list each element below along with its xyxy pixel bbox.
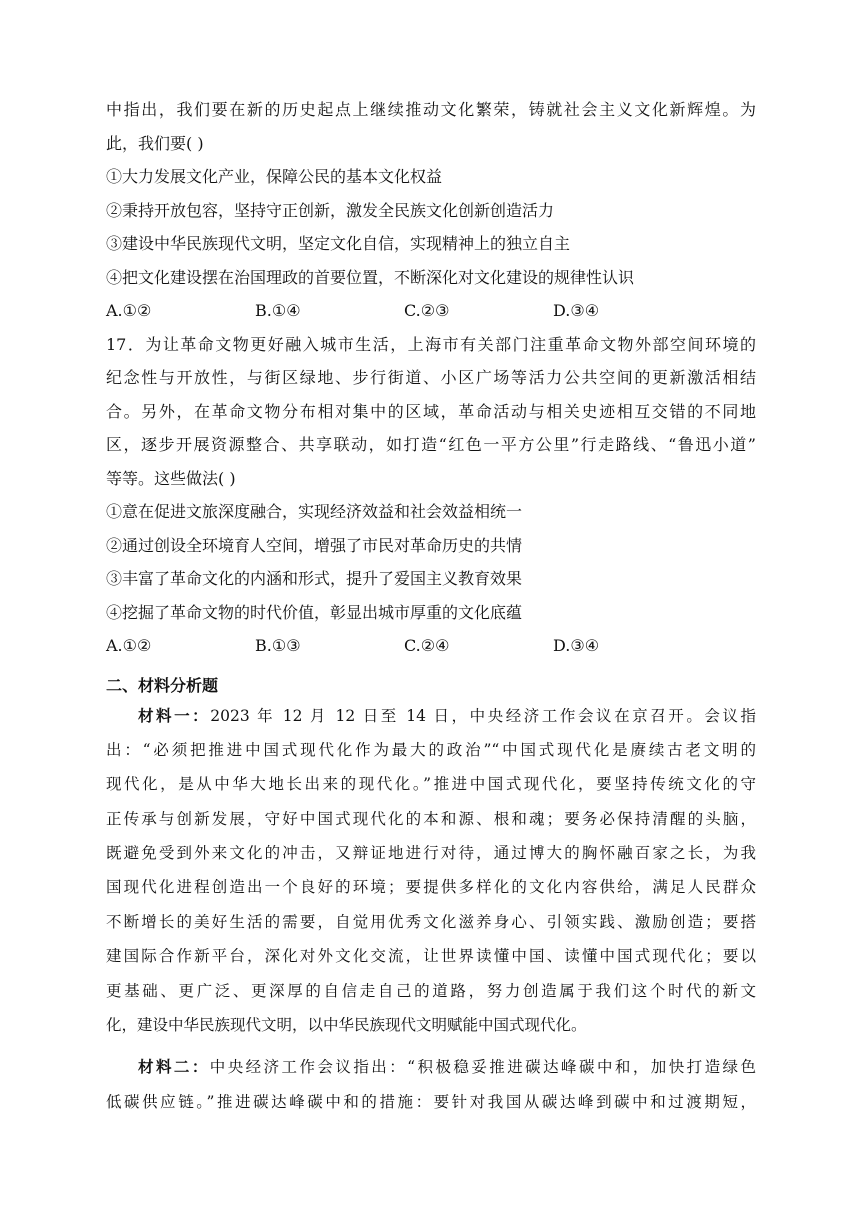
question-17-item: ③丰富了革命文化的内涵和形式，提升了爱国主义教育效果 xyxy=(106,569,523,588)
question-18 xyxy=(106,706,756,1127)
question-17-item: ④挖掘了革命文物的时代价值，彰显出城市厚重的文化底蕴 xyxy=(106,602,523,622)
question-17-stem-line: 区，逐步开展资源整合、共享联动，如打造“红色一平方公里”行走路线、“鲁迅小道” xyxy=(106,435,756,454)
option-a: A.①② xyxy=(106,636,152,655)
material-2-first-line xyxy=(106,1057,756,1091)
material-1-line: 正传承与创新发展，守好中国式现代化的本和源、根和魂；要务必保持清醒的头脑， xyxy=(106,809,756,828)
option-d: D.③④ xyxy=(553,301,600,320)
material-1-line: 不断增长的美好生活的需要，自觉用优秀文化滋养身心、引领实践、激励创造；要搭 xyxy=(106,912,756,931)
question-17 xyxy=(106,335,756,670)
material-1-first-line xyxy=(106,706,756,740)
material-1-line: 更基础、更广泛、更深厚的自信走自己的道路，努力创造属于我们这个时代的新文 xyxy=(106,981,756,1000)
material-2-line: 低碳供应链。”推进碳达峰碳中和的措施：要针对我国从碳达峰到碳中和过渡期短， xyxy=(106,1092,756,1111)
material-2-label: 材料二： xyxy=(138,1058,210,1077)
question-16-item: ②秉持开放包容，坚持守正创新，激发全民族文化创新创造活力 xyxy=(106,200,555,220)
question-16-item: ④把文化建设摆在治国理政的首要位置，不断深化对文化建设的规律性认识 xyxy=(106,267,635,287)
material-1-lead: 2023 年 12 月 12 日至 14 日，中央经济工作会议在京召开。会议指 xyxy=(210,706,756,725)
question-16-options xyxy=(106,301,756,335)
option-b: B.①④ xyxy=(255,301,301,320)
question-17-item: ②通过创设全环境育人空间，增强了市民对革命历史的共情 xyxy=(106,535,523,555)
question-17-stem-line: 合。另外，在革命文物分布相对集中的区域，革命活动与相关史迹相互交错的不同地 xyxy=(106,401,756,421)
question-17-options xyxy=(106,636,756,670)
question-16 xyxy=(106,100,756,335)
option-b: B.①③ xyxy=(255,636,301,655)
option-a: A.①② xyxy=(106,301,152,320)
option-d: D.③④ xyxy=(553,636,600,655)
material-1-label: 材料一： xyxy=(138,706,211,725)
question-17-stem-line: 17．为让革命文物更好融入城市生活，上海市有关部门注重革命文物外部空间环境的 xyxy=(106,334,756,354)
section-heading: 二、材料分析题 xyxy=(106,675,219,695)
question-16-item: ①大力发展文化产业，保障公民的基本文化权益 xyxy=(106,167,443,186)
question-16-stem-line: 此，我们要( ) xyxy=(106,133,204,153)
material-1-line: 出：“必须把推进中国式现代化作为最大的政治”“中国式现代化是赓续古老文明的 xyxy=(106,740,756,759)
material-1-line: 现代化，是从中华大地长出来的现代化。”推进中国式现代化，要坚持传统文化的守 xyxy=(106,775,756,794)
question-16-item: ③建设中华民族现代文明，坚定文化自信，实现精神上的独立自主 xyxy=(106,234,571,253)
material-1-line: 建国际合作新平台，深化对外文化交流，让世界读懂中国、读懂中国式现代化；要以 xyxy=(106,947,756,966)
question-17-stem-line: 纪念性与开放性，与街区绿地、步行街道、小区广场等活力公共空间的更新激活相结 xyxy=(106,368,756,387)
material-2-lead: 中央经济工作会议指出：“积极稳妥推进碳达峰碳中和，加快打造绿色 xyxy=(209,1058,756,1077)
material-1-line: 既避免受到外来文化的冲击，又辩证地进行对待，通过博大的胸怀融百家之长，为我 xyxy=(106,844,756,863)
material-1-line: 国现代化进程创造出一个良好的环境；要提供多样化的文化内容供给，满足人民群众 xyxy=(106,878,756,897)
material-1-line: 化，建设中华民族现代文明，以中华民族现代文明赋能中国式现代化。 xyxy=(106,1016,587,1035)
option-c: C.②③ xyxy=(404,301,450,320)
question-17-item: ①意在促进文旅深度融合，实现经济效益和社会效益相统一 xyxy=(106,502,523,521)
question-16-stem-line: 中指出，我们要在新的历史起点上继续推动文化繁荣，铸就社会主义文化新辉煌。为 xyxy=(106,100,756,119)
option-c: C.②④ xyxy=(404,636,450,655)
question-17-stem-line: 等等。这些做法( ) xyxy=(106,468,236,488)
document-body xyxy=(106,100,756,1126)
